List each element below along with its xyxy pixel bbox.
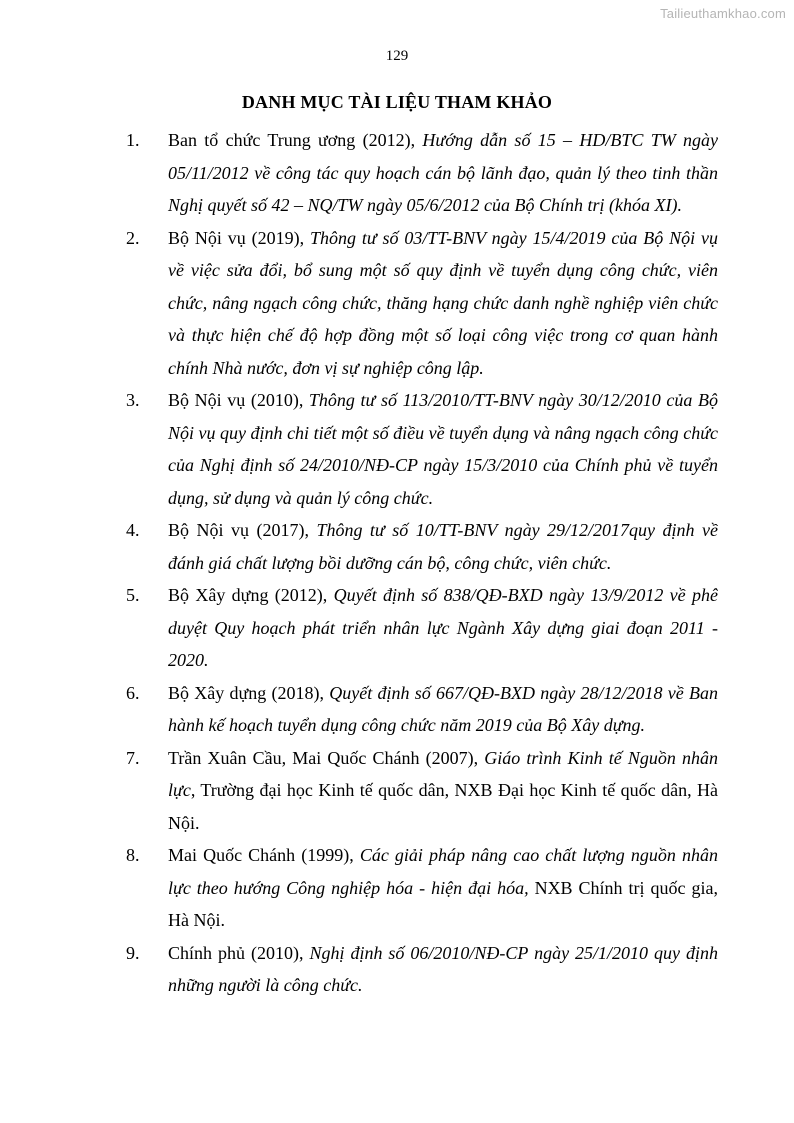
- reference-title: Quyết định số 838/QĐ-BXD ngày 13/9/2012 về phê duyệt Quy hoạch phát triển nhân lực Ngành Xây dựng giai đoạn 2011 - 2020.: [168, 585, 718, 670]
- reference-list: [126, 124, 718, 1002]
- reference-text: [168, 937, 718, 1002]
- reference-number: 8.: [126, 845, 140, 865]
- page-title: DANH MỤC TÀI LIỆU THAM KHẢO: [241, 92, 553, 112]
- reference-title: Các giải pháp nâng cao chất lượng nguồn nhân lực theo hướng Công nghiệp hóa - hiện đại hóa,: [168, 845, 718, 898]
- reference-item-4: [126, 514, 718, 579]
- reference-title: Hướng dẫn số 15 – HD/BTC TW ngày 05/11/2012 về công tác quy hoạch cán bộ lãnh đạo, quản lý theo tinh thần Nghị quyết số 42 – NQ/TW ngày 05/6/2012 của Bộ Chính trị (khóa XI).: [168, 130, 718, 215]
- reference-author: Chính phủ (2010),: [168, 942, 310, 963]
- reference-number: 7.: [126, 747, 140, 768]
- reference-title: Thông tư số 10/TT-BNV ngày 29/12/2017quy định về đánh giá chất lượng bồi dưỡng cán bộ, công chức, viên chức.: [168, 520, 718, 573]
- reference-publisher: , Trường đại học Kinh tế quốc dân, NXB Đại học Kinh tế quốc dân, Hà Nội.: [168, 780, 718, 833]
- reference-number: 3.: [126, 390, 140, 410]
- reference-author: Trần Xuân Cầu, Mai Quốc Chánh (2007),: [168, 747, 485, 768]
- page-number: 129: [385, 48, 409, 64]
- reference-author: Bộ Nội vụ (2010),: [168, 390, 309, 410]
- reference-text: [168, 384, 718, 514]
- reference-item-2: [126, 222, 718, 385]
- reference-number: 1.: [126, 130, 140, 150]
- reference-number: 4.: [126, 520, 140, 540]
- reference-item-8: [126, 839, 718, 937]
- reference-title: Thông tư số 03/TT-BNV ngày 15/4/2019 của Bộ Nội vụ về việc sửa đổi, bổ sung một số quy định về tuyển dụng công chức, viên chức, nâng ngạch công chức, thăng hạng chức danh nghề nghiệp viên chức và thực hiện chế độ hợp đồng một số loại công việc trong cơ quan hành chính Nhà nước, đơn vị sự nghiệp công lập.: [168, 227, 718, 378]
- reference-author: Ban tổ chức Trung ương (2012),: [168, 130, 423, 150]
- reference-number: 9.: [126, 942, 140, 963]
- reference-text: [168, 579, 718, 677]
- reference-text: [168, 742, 718, 840]
- reference-item-3: [126, 384, 718, 514]
- reference-author: Bộ Nội vụ (2019),: [168, 227, 310, 248]
- reference-text: [168, 514, 718, 579]
- reference-item-7: [126, 742, 718, 840]
- reference-title: Nghị định số 06/2010/NĐ-CP ngày 25/1/2010 quy định những người là công chức.: [168, 942, 719, 995]
- reference-item-6: [126, 677, 718, 742]
- reference-author: Bộ Xây dựng (2018),: [168, 682, 330, 703]
- reference-item-1: [126, 124, 718, 222]
- reference-title: Quyết định số 667/QĐ-BXD ngày 28/12/2018 về Ban hành kế hoạch tuyển dụng công chức năm 2019 của Bộ Xây dựng.: [168, 682, 718, 735]
- reference-text: [168, 677, 718, 742]
- watermark: Tailieuthamkhao.com: [660, 6, 786, 21]
- reference-number: 6.: [126, 682, 140, 703]
- reference-item-9: [126, 937, 718, 1002]
- reference-number: 2.: [126, 227, 140, 248]
- reference-author: Mai Quốc Chánh (1999),: [168, 845, 360, 865]
- reference-text: [168, 124, 718, 222]
- reference-publisher: NXB Chính trị quốc gia, Hà Nội.: [168, 877, 718, 930]
- reference-text: [168, 839, 718, 937]
- reference-item-5: [126, 579, 718, 677]
- reference-title: Giáo trình Kinh tế Nguồn nhân lực: [168, 747, 718, 800]
- reference-title: Thông tư số 113/2010/TT-BNV ngày 30/12/2010 của Bộ Nội vụ quy định chi tiết một số điều về tuyển dụng và nâng ngạch công chức của Nghị định số 24/2010/NĐ-CP ngày 15/3/2010 của Chính phủ về tuyển dụng, sử dụng và quản lý công chức.: [168, 390, 718, 508]
- reference-text: [168, 222, 718, 385]
- reference-author: Bộ Nội vụ (2017),: [168, 520, 317, 540]
- reference-author: Bộ Xây dựng (2012),: [168, 585, 334, 605]
- reference-number: 5.: [126, 585, 140, 605]
